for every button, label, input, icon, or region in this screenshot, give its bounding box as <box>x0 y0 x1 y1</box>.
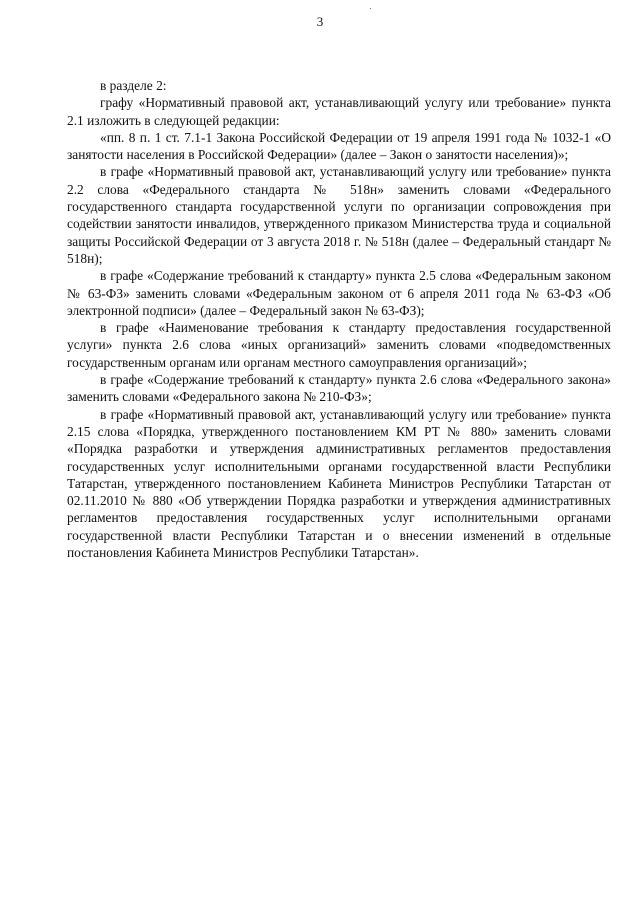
paragraph-clause-2-5: в графе «Содержание требований к стандарту» пункта 2.5 слова «Федеральным законом № 63-ФЗ» заменить словами «Федеральным законом от 6 апреля 2011 года № 63-ФЗ «Об электронной подписи» (далее – Федеральный закон № 63-ФЗ); <box>67 268 611 318</box>
paragraph-clause-2-1-text: «пп. 8 п. 1 ст. 7.1-1 Закона Российской Федерации от 19 апреля 1991 года № 1032-1 «О занятости населения в Российской Федерации» (далее – Закон о занятости населения)»; <box>67 129 611 163</box>
paragraph-clause-2-6-content: в графе «Содержание требований к стандарту» пункта 2.6 слова «Федерального закона» заменить словами «Федерального закона № 210-ФЗ»; <box>67 372 611 405</box>
paragraph-clause-2-2: в графе «Нормативный правовой акт, устанавливающий услугу или требование» пункта 2.2 слова «Федерального стандарта № 518н» заменить словами «Федерального государственного стандарта государственной услуги по организации сопровождения при содействии занятости инвалидов, утвержденного приказом Министерства труда и социальной защиты Российской Федерации от 3 августа 2018 г. № 518н (далее – Федеральный стандарт № 518н); <box>67 164 611 266</box>
document-body <box>67 77 611 561</box>
paragraph-section-heading: в разделе 2: <box>100 78 167 93</box>
paragraph-clause-2-1: графу «Нормативный правовой акт, устанавливающий услугу или требование» пункта 2.1 изложить в следующей редакции: <box>67 95 611 128</box>
paragraph-clause-2-6-name: в графе «Наименование требования к стандарту предоставления государственной услуги» пункта 2.6 слова «иных организаций» заменить словами «подведомственных государственным органам или органам местного самоуправления организаций»; <box>67 320 611 370</box>
page-number: 3 <box>316 14 324 29</box>
paragraph-clause-2-15: в графе «Нормативный правовой акт, устанавливающий услугу или требование» пункта 2.15 слова «Порядка, утвержденного постановлением КМ РТ № 880» заменить словами «Порядка разработки и утверждения административных регламентов предоставления государственных услуг исполнительными органами государственной власти Республики Татарстан, утвержденного постановлением Кабинета Министров Республики Татарстан от 02.11.2010 № 880 «Об утверждении Порядка разработки и утверждения административных регламентов предоставления государственных услуг исполнительными органами государственной власти Республики Татарстан и о внесении изменений в отдельные постановления Кабинета Министров Республики Татарстан». <box>67 406 611 561</box>
scan-speck <box>370 8 371 9</box>
